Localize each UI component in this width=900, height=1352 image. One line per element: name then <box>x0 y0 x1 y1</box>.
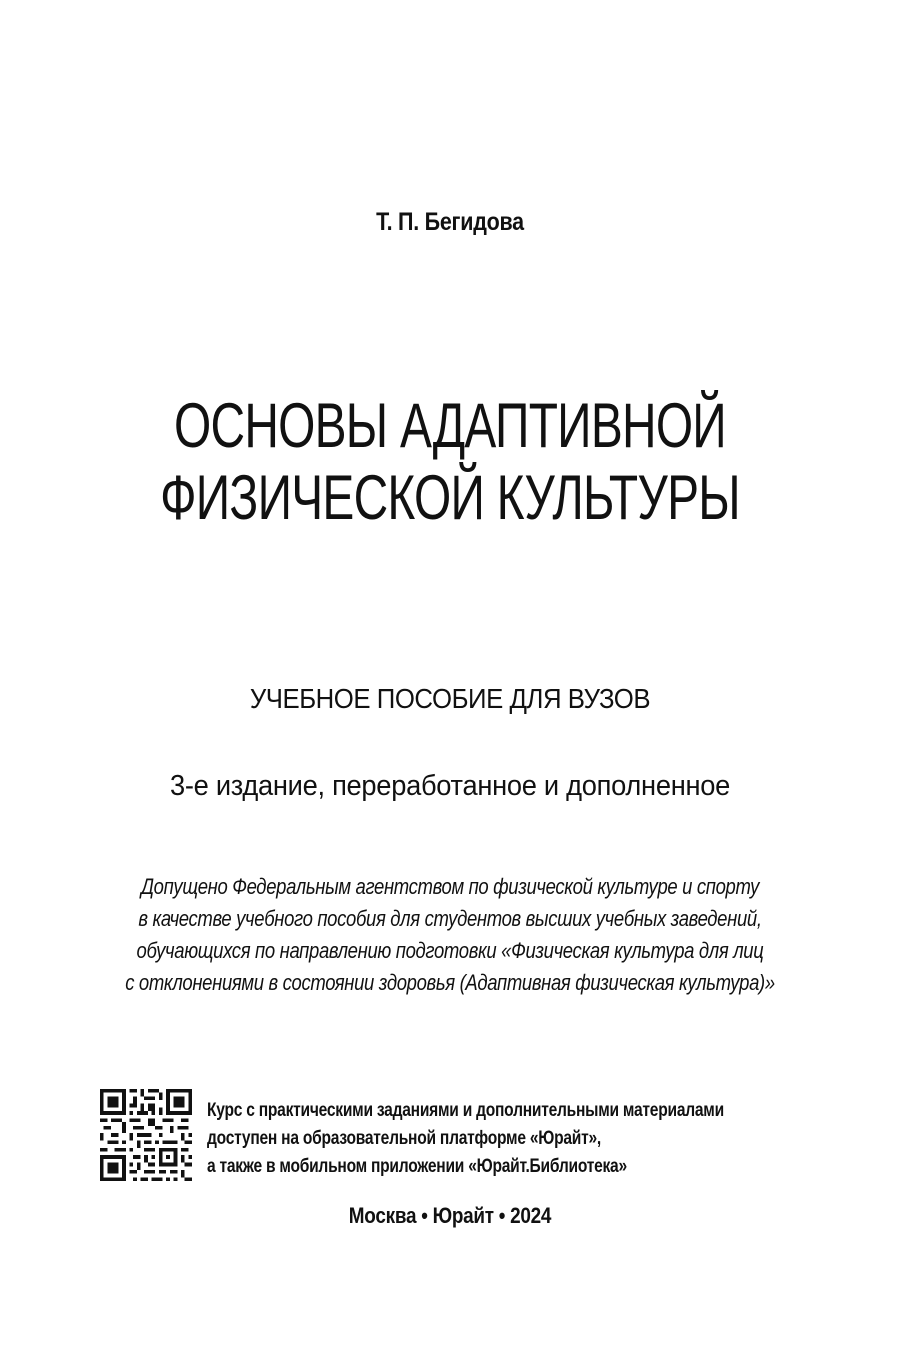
author-name: Т. П. Бегидова <box>376 208 524 236</box>
approval-line: обучающихся по направлению подготовки «Физическая культура для лиц <box>136 938 764 963</box>
book-title-line-1: ОСНОВЫ АДАПТИВНОЙ <box>174 391 726 461</box>
course-info <box>207 1097 847 1181</box>
approval-statement <box>0 871 900 999</box>
book-title <box>108 390 792 534</box>
book-title-line-2: ФИЗИЧЕСКОЙ КУЛЬТУРЫ <box>160 463 740 533</box>
approval-line: с отклонениями в состоянии здоровья (Адаптивная физическая культура)» <box>125 970 775 995</box>
course-info-line: а также в мобильном приложении «Юрайт.Библиотека» <box>207 1156 627 1177</box>
publisher-imprint: Москва • Юрайт • 2024 <box>348 1203 552 1228</box>
course-info-line: доступен на образовательной платформе «Юрайт», <box>207 1128 601 1149</box>
course-info-line: Курс с практическими заданиями и дополнительными материалами <box>207 1100 724 1121</box>
qr-code-icon[interactable] <box>100 1089 192 1181</box>
book-subtitle: УЧЕБНОЕ ПОСОБИЕ ДЛЯ ВУЗОВ <box>249 683 651 714</box>
approval-line: Допущено Федеральным агентством по физической культуре и спорту <box>140 874 760 899</box>
approval-line: в качестве учебного пособия для студентов высших учебных заведений, <box>138 906 762 931</box>
edition-note: 3-е издание, переработанное и дополненное <box>169 770 731 802</box>
